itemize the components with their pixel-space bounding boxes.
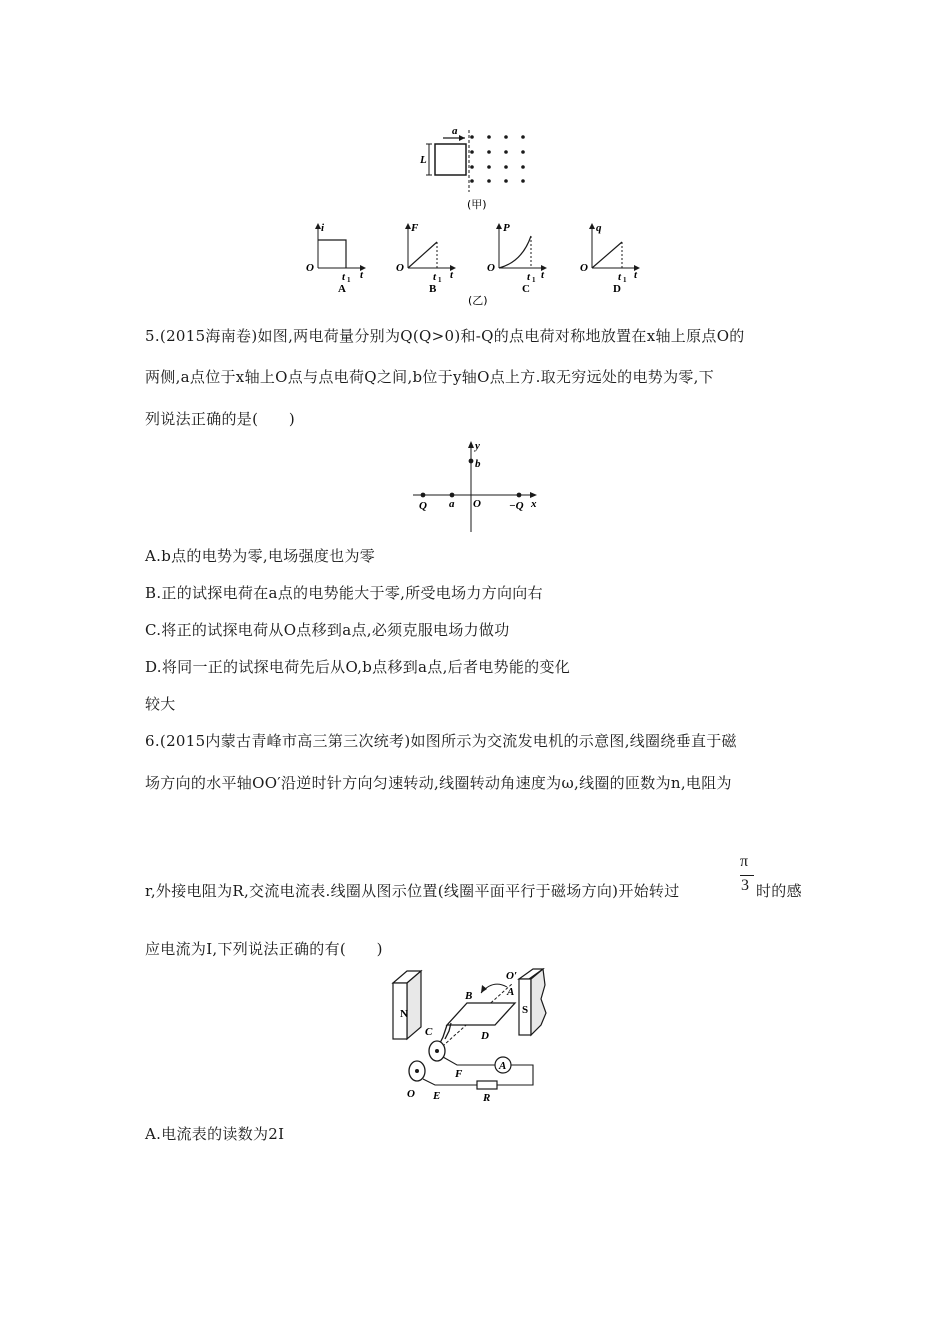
q5-figure bbox=[405, 437, 555, 537]
slip-ring-upper-center bbox=[435, 1049, 439, 1053]
graph-d-t1: t bbox=[618, 271, 622, 283]
wire-F bbox=[443, 1057, 495, 1065]
q6-line-3-post: 时的感 bbox=[756, 882, 802, 900]
label-F: F bbox=[455, 1068, 463, 1080]
fraction-numerator: π bbox=[740, 853, 749, 870]
graph-d-t1-sub: 1 bbox=[623, 276, 627, 284]
label-negQ: −Q bbox=[509, 500, 524, 512]
label-S: S bbox=[522, 1004, 529, 1016]
label-C-corner: C bbox=[425, 1026, 433, 1038]
graph-d-t-label: t bbox=[634, 269, 638, 281]
graph-d-origin: O bbox=[580, 262, 588, 274]
graph-b-t-label: t bbox=[450, 269, 454, 281]
q5-line-1: 5.(2015海南卷)如图,两电荷量分别为Q(Q>0)和-Q的点电荷对称地放置在x轴上原点O的 bbox=[145, 327, 745, 345]
magnetic-field-dots bbox=[470, 135, 525, 183]
charge-negQ bbox=[517, 493, 522, 498]
label-O-axis: O bbox=[407, 1088, 415, 1100]
fraction-denominator: 3 bbox=[741, 877, 749, 894]
resistor-R bbox=[477, 1081, 497, 1089]
y-axis-arrow bbox=[468, 441, 474, 448]
graph-d bbox=[580, 222, 640, 295]
q6-line-4: 应电流为I,下列说法正确的有( ) bbox=[145, 940, 383, 958]
label-N: N bbox=[400, 1008, 408, 1020]
graph-a-t-label: t bbox=[360, 269, 364, 281]
label-O: O bbox=[473, 498, 481, 510]
q6-figure-svg bbox=[385, 965, 560, 1105]
label-B-corner: B bbox=[465, 990, 473, 1002]
label-D-corner: D bbox=[481, 1030, 489, 1042]
graph-d-axis-label: q bbox=[596, 222, 602, 234]
q6-option-a: A.电流表的读数为2I bbox=[145, 1125, 285, 1143]
q5-option-d: D.将同一正的试探电荷先后从O,b点移到a点,后者电势能的变化 bbox=[145, 658, 571, 676]
figure-yi-svg bbox=[300, 220, 660, 310]
q6-figure bbox=[385, 965, 560, 1105]
graph-a bbox=[306, 222, 366, 295]
label-a: a bbox=[452, 125, 458, 137]
label-A-corner: A bbox=[507, 986, 515, 998]
label-a-point: a bbox=[449, 498, 455, 510]
graph-c-t1-sub: 1 bbox=[532, 276, 536, 284]
caption-yi: (乙) bbox=[468, 294, 488, 307]
point-a bbox=[450, 493, 455, 498]
graph-a-t1: t bbox=[342, 271, 346, 283]
rotation-arrowhead bbox=[481, 985, 487, 993]
q6-line-1: 6.(2015内蒙古青峰市高三第三次统考)如图所示为交流发电机的示意图,线圈绕垂直于磁 bbox=[145, 732, 737, 750]
q5-option-a: A.b点的电势为零,电场强度也为零 bbox=[145, 547, 376, 565]
point-b bbox=[469, 459, 474, 464]
q5-line-2: 两侧,a点位于x轴上O点与点电荷Q之间,b位于y轴O点上方.取无穷远处的电势为零,下 bbox=[145, 368, 715, 386]
graph-c bbox=[487, 222, 547, 295]
label-L: L bbox=[420, 154, 427, 166]
label-Q: Q bbox=[419, 500, 427, 512]
q6-line-2: 场方向的水平轴OO′沿逆时针方向匀速转动,线圈转动角速度为ω,线圈的匝数为n,电阻为 bbox=[145, 774, 732, 792]
q6-line-3-pre: r,外接电阻为R,交流电流表.线圈从图示位置(线圈平面平行于磁场方向)开始转过 bbox=[145, 882, 680, 900]
label-y: y bbox=[475, 440, 480, 452]
q5-line-3: 列说法正确的是( ) bbox=[145, 410, 296, 428]
graph-a-option: A bbox=[338, 283, 346, 295]
graph-b-t1-sub: 1 bbox=[438, 276, 442, 284]
graph-b bbox=[396, 222, 456, 295]
graph-c-t-label: t bbox=[541, 269, 545, 281]
graph-a-axis-label: i bbox=[321, 222, 325, 234]
velocity-arrowhead bbox=[459, 135, 465, 141]
q5-figure-svg bbox=[405, 437, 555, 537]
label-E: E bbox=[433, 1090, 441, 1102]
label-R: R bbox=[483, 1092, 491, 1104]
q5-option-d-cont: 较大 bbox=[145, 695, 176, 713]
charge-Q bbox=[421, 493, 426, 498]
fraction-bar bbox=[740, 875, 754, 876]
label-x: x bbox=[531, 498, 537, 510]
graph-b-origin: O bbox=[396, 262, 404, 274]
wire-E bbox=[423, 1079, 477, 1085]
graph-c-t1: t bbox=[527, 271, 531, 283]
graph-c-origin: O bbox=[487, 262, 495, 274]
square-loop bbox=[435, 144, 466, 175]
graph-b-t1: t bbox=[433, 271, 437, 283]
graph-a-t1-sub: 1 bbox=[347, 276, 351, 284]
label-b: b bbox=[475, 458, 481, 470]
graph-d-option: D bbox=[613, 283, 621, 295]
q5-option-b: B.正的试探电荷在a点的电势能大于零,所受电场力方向向右 bbox=[145, 584, 543, 602]
graph-c-option: C bbox=[522, 283, 530, 295]
figure-jia bbox=[415, 120, 545, 215]
label-ammeter: A bbox=[499, 1060, 507, 1072]
coil bbox=[447, 1003, 515, 1025]
graph-c-axis-label: P bbox=[503, 222, 510, 234]
graph-b-option: B bbox=[429, 283, 437, 295]
label-O-prime: O′ bbox=[506, 970, 518, 982]
q5-option-c: C.将正的试探电荷从O点移到a点,必须克服电场力做功 bbox=[145, 621, 510, 639]
figure-yi bbox=[300, 220, 660, 310]
graph-a-origin: O bbox=[306, 262, 314, 274]
magnet-S bbox=[519, 969, 546, 1035]
figure-jia-svg bbox=[415, 120, 545, 215]
slip-ring-lower-center bbox=[415, 1069, 419, 1073]
magnet-N bbox=[393, 971, 421, 1039]
caption-jia: (甲) bbox=[467, 198, 487, 211]
graph-b-axis-label: F bbox=[411, 222, 419, 234]
